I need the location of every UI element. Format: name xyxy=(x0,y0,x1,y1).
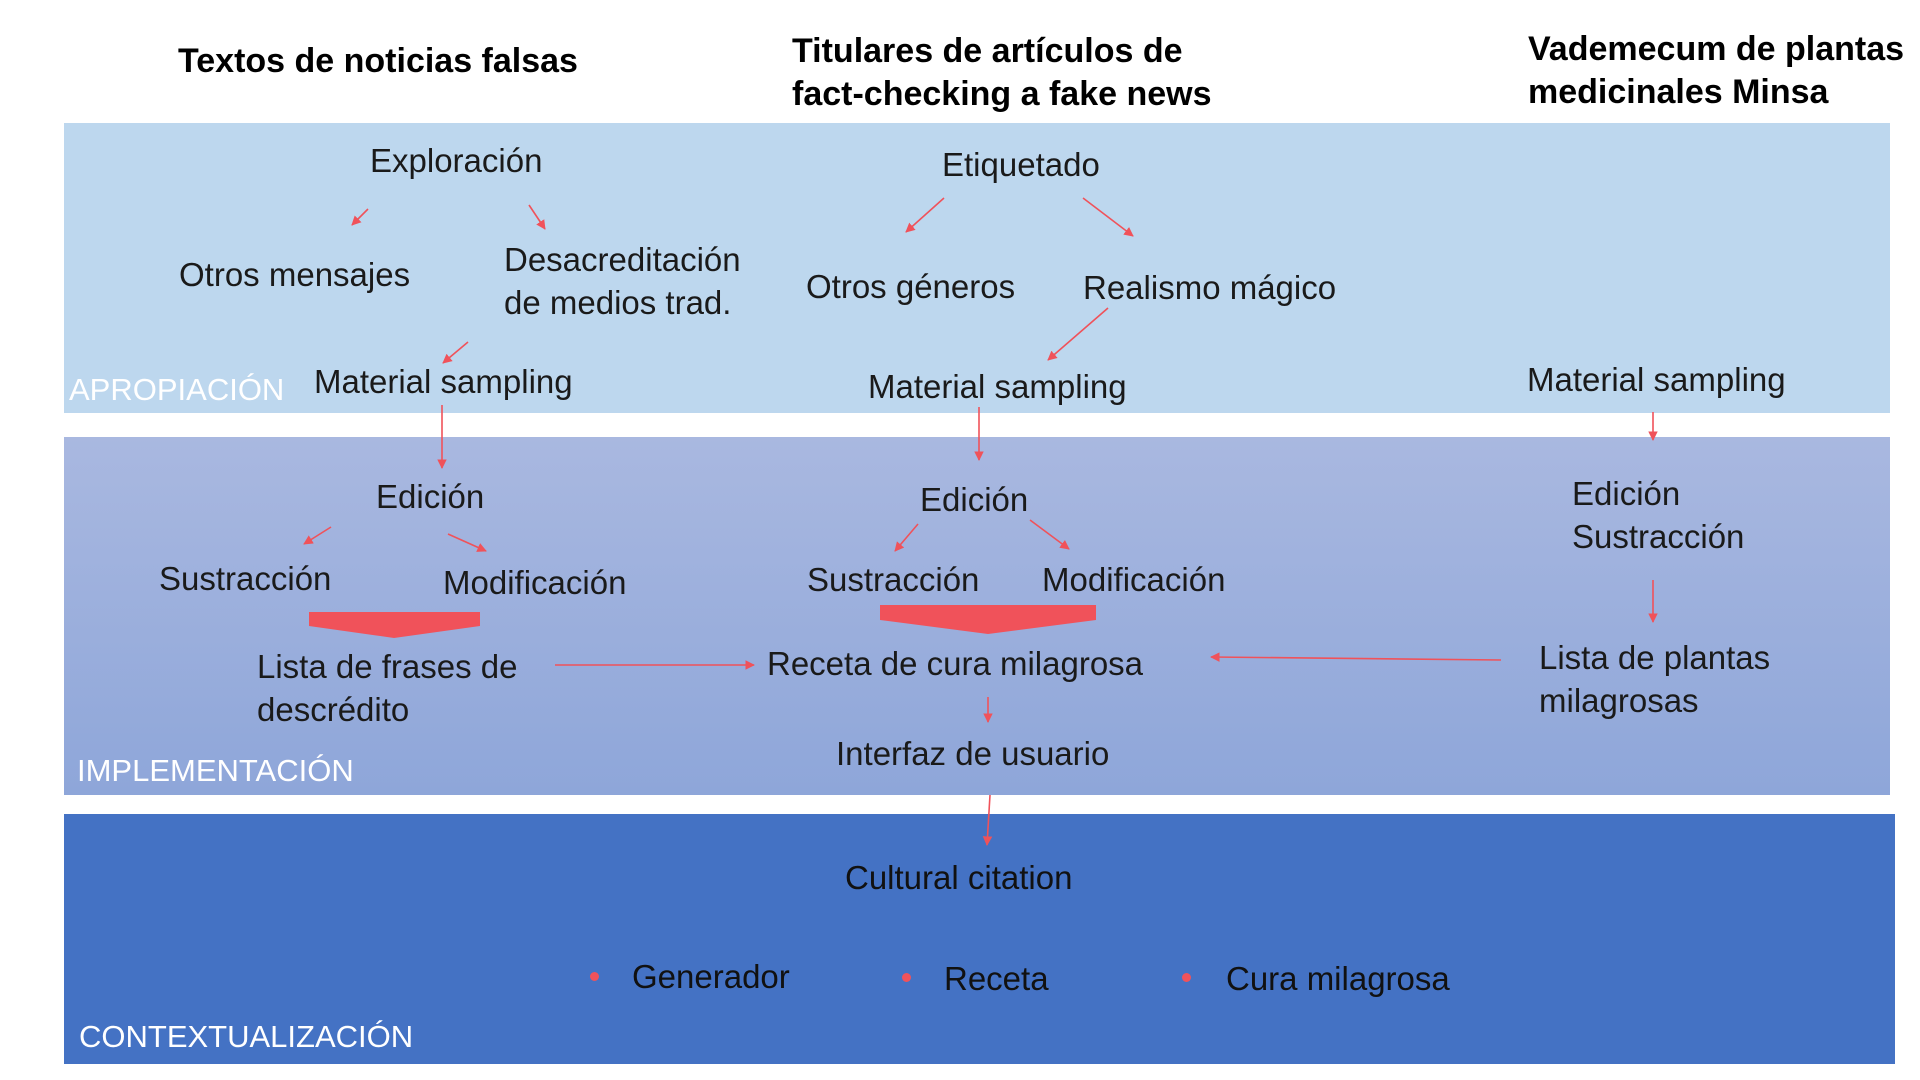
node-desacreditacion: Desacreditación de medios trad. xyxy=(504,241,741,321)
bullet-dot xyxy=(1182,973,1191,982)
bullet-dot xyxy=(902,973,911,982)
node-lista-plantas: Lista de plantas milagrosas xyxy=(1539,639,1771,719)
node-sustraccion-2: Sustracción xyxy=(807,561,980,598)
node-otros-mensajes: Otros mensajes xyxy=(179,256,411,293)
node-modificacion-2: Modificación xyxy=(1042,561,1226,598)
node-otros-generos: Otros géneros xyxy=(806,268,1016,305)
arrow-lista-plantas-receta xyxy=(1211,657,1501,660)
node-exploracion: Exploración xyxy=(370,142,543,179)
node-material-sampling-2: Material sampling xyxy=(868,368,1127,405)
merge-brace-1 xyxy=(309,612,480,638)
bullet-dot xyxy=(590,972,599,981)
band-label-implementacion: IMPLEMENTACIÓN xyxy=(77,753,354,788)
arrow-edicion1-modificacion1 xyxy=(448,534,486,551)
node-etiquetado: Etiquetado xyxy=(942,146,1100,183)
arrow-exploracion-otros xyxy=(352,209,368,225)
source-heading-vademecum: Vademecum de plantas medicinales Minsa xyxy=(1528,30,1905,111)
node-sustraccion-1: Sustracción xyxy=(159,560,332,597)
arrow-edicion2-modificacion2 xyxy=(1030,520,1069,549)
bullet-cura-milagrosa: Cura milagrosa xyxy=(1226,960,1450,997)
source-heading-fact-checking: Titulares de artículos de fact-checking a fake news xyxy=(792,32,1212,113)
arrow-realismo-sampling2 xyxy=(1048,308,1108,360)
node-interfaz: Interfaz de usuario xyxy=(836,735,1110,772)
node-modificacion-1: Modificación xyxy=(443,564,627,601)
arrow-edicion1-sustraccion1 xyxy=(304,527,331,544)
node-receta: Receta de cura milagrosa xyxy=(767,645,1144,682)
node-edicion-2: Edición xyxy=(920,481,1029,518)
node-edicion-1: Edición xyxy=(376,478,485,515)
arrow-etiquetado-otros xyxy=(906,198,944,232)
bullet-generador: Generador xyxy=(632,958,790,995)
band-label-contextualizacion: CONTEXTUALIZACIÓN xyxy=(79,1019,414,1054)
arrow-edicion2-sustraccion2 xyxy=(895,524,918,551)
node-lista-frases: Lista de frases de descrédito xyxy=(257,648,518,728)
node-material-sampling-3: Material sampling xyxy=(1527,361,1786,398)
source-heading-fake-news: Textos de noticias falsas xyxy=(178,42,578,80)
merge-brace-2 xyxy=(880,605,1096,634)
bullet-receta: Receta xyxy=(944,960,1049,997)
node-cultural-citation: Cultural citation xyxy=(845,859,1073,896)
node-material-sampling-1: Material sampling xyxy=(314,363,573,400)
node-edicion-sustraccion-3: Edición Sustracción xyxy=(1572,475,1745,555)
band-label-apropiacion: APROPIACIÓN xyxy=(69,372,285,407)
arrow-etiquetado-realismo xyxy=(1083,198,1133,236)
arrow-exploracion-desacreditacion xyxy=(529,205,545,229)
arrow-interfaz-cultural xyxy=(987,795,990,845)
node-realismo-magico: Realismo mágico xyxy=(1083,269,1337,306)
